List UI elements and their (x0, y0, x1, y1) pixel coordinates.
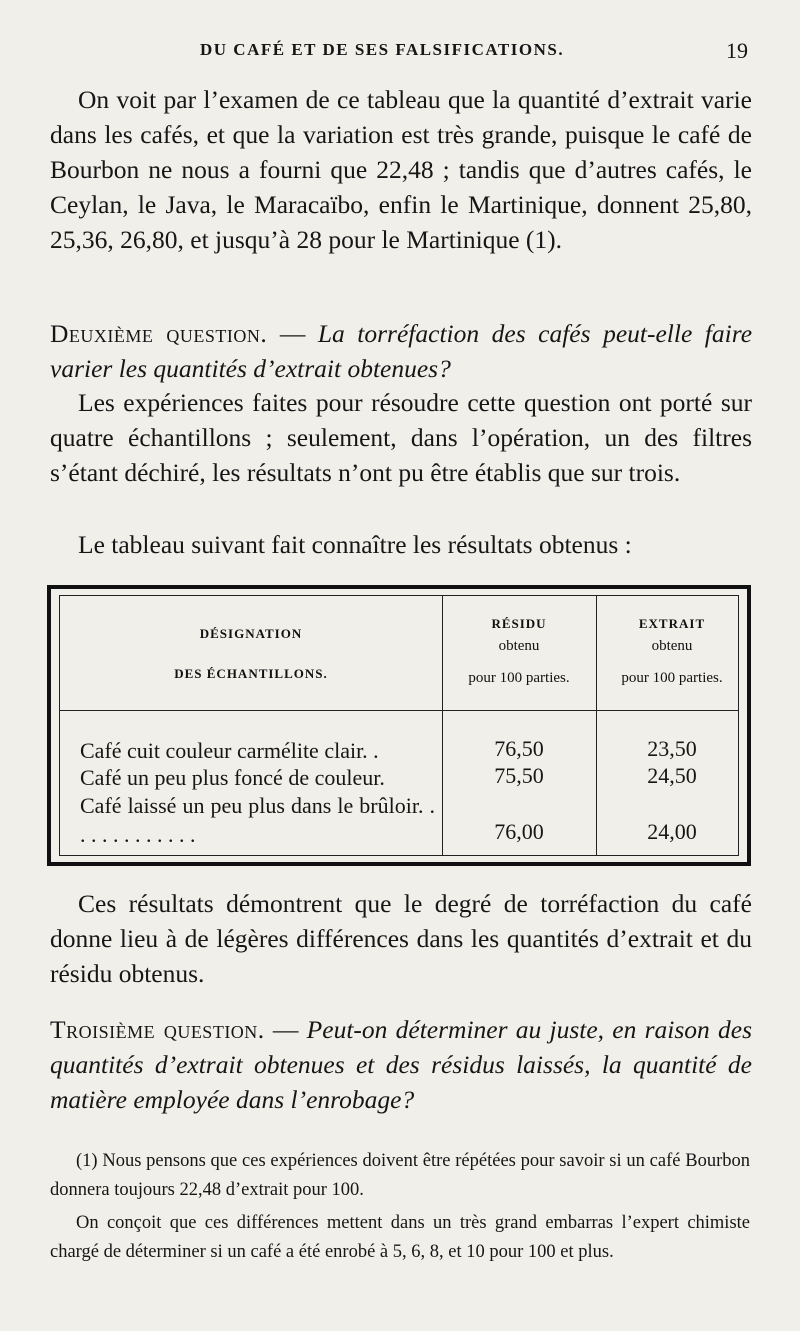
table-row-label: Café un peu plus foncé de couleur. (80, 765, 385, 790)
running-title: DU CAFÉ ET DE SES FALSIFICATIONS. (200, 40, 565, 59)
footnote-1: (1) Nous pensons que ces expériences doivent être répétées pour savoir si un café Bourbon donnera toujours 22,48 d’extrait pour 100. (50, 1151, 750, 1200)
table-cell-extrait: 24,00 (647, 819, 697, 844)
question-three-title: Peut-on déterminer au juste, en raison des quantités d’extrait obtenues et des résidus laissés, la quantité de matière employée dans l’enrobage? (50, 1015, 752, 1114)
question-three-label: Troisième question. (50, 1015, 265, 1044)
table-cell-extrait: 23,50 (647, 736, 697, 761)
footnotes (50, 1147, 750, 1267)
table-row-label: Café cuit couleur carmélite clair. . (80, 738, 379, 763)
table-cell-residu: 76,50 (494, 736, 544, 761)
paragraph-conclusion: Ces résultats démontrent que le degré de torréfaction du café donne lieu à de légères différences dans les quantités d’extrait et du résidu obtenus. (50, 889, 752, 988)
header-designation: DÉSIGNATION (199, 626, 303, 641)
header-des-echantillons: DES ÉCHANTILLONS. (174, 666, 328, 681)
header-residu: RÉSIDU (491, 616, 547, 631)
table-cell-residu: 75,50 (494, 763, 544, 788)
question-three (50, 1012, 752, 1117)
question-three-dash: — (264, 1015, 307, 1044)
column-divider (442, 596, 443, 855)
header-divider (60, 710, 738, 711)
page-number: 19 (726, 38, 748, 63)
paragraph-table-intro: Le tableau suivant fait connaître les résultats obtenus : (78, 530, 632, 559)
results-table (47, 585, 751, 866)
paragraph-experiments: Les expériences faites pour résoudre cette question ont porté sur quatre échantillons ; seulement, dans l’opération, un des filtres s’étant déchiré, les résultats n’ont pu être établis que sur trois. (50, 388, 752, 487)
header-extrait-obtenu: obtenu (651, 638, 693, 654)
header-residu-obtenu: obtenu (498, 638, 540, 654)
question-two-dash: — (267, 319, 318, 348)
question-two-title: La torréfaction des cafés peut-elle faire varier les quantités d’extrait obtenues? (50, 319, 753, 383)
column-divider (596, 596, 597, 855)
table-cell-residu: 76,00 (494, 819, 544, 844)
results-table-inner (59, 595, 739, 856)
table-cell-extrait: 24,50 (647, 763, 697, 788)
page-header (50, 38, 756, 68)
table-row-label: Café laissé un peu plus dans le brûloir. . . . . . . . . . . . . (80, 793, 435, 847)
footnote-continuation: On conçoit que ces différences mettent dans un très grand embarras l’expert chimiste chargé de déterminer si un café a été enrobé à 5, 6, 8, et 10 pour 100 et plus. (50, 1213, 750, 1262)
question-two-label: Deuxième question. (50, 319, 268, 348)
header-residu-pour-100: pour 100 parties. (468, 670, 570, 686)
paragraph-intro: On voit par l’examen de ce tableau que la quantité d’extrait varie dans les cafés, et que la variation est très grande, puisque le café de Bourbon ne nous a fourni que 22,48 ; tandis que d’autres cafés, le Ceylan, le Java, le Maracaïbo, enfin le Martinique, donnent 25,80, 25,36, 26,80, et jusqu’à 28 pour le Martinique (1). (50, 85, 752, 254)
header-extrait-pour-100: pour 100 parties. (621, 670, 723, 686)
question-two (50, 316, 752, 386)
header-extrait: EXTRAIT (638, 616, 706, 631)
